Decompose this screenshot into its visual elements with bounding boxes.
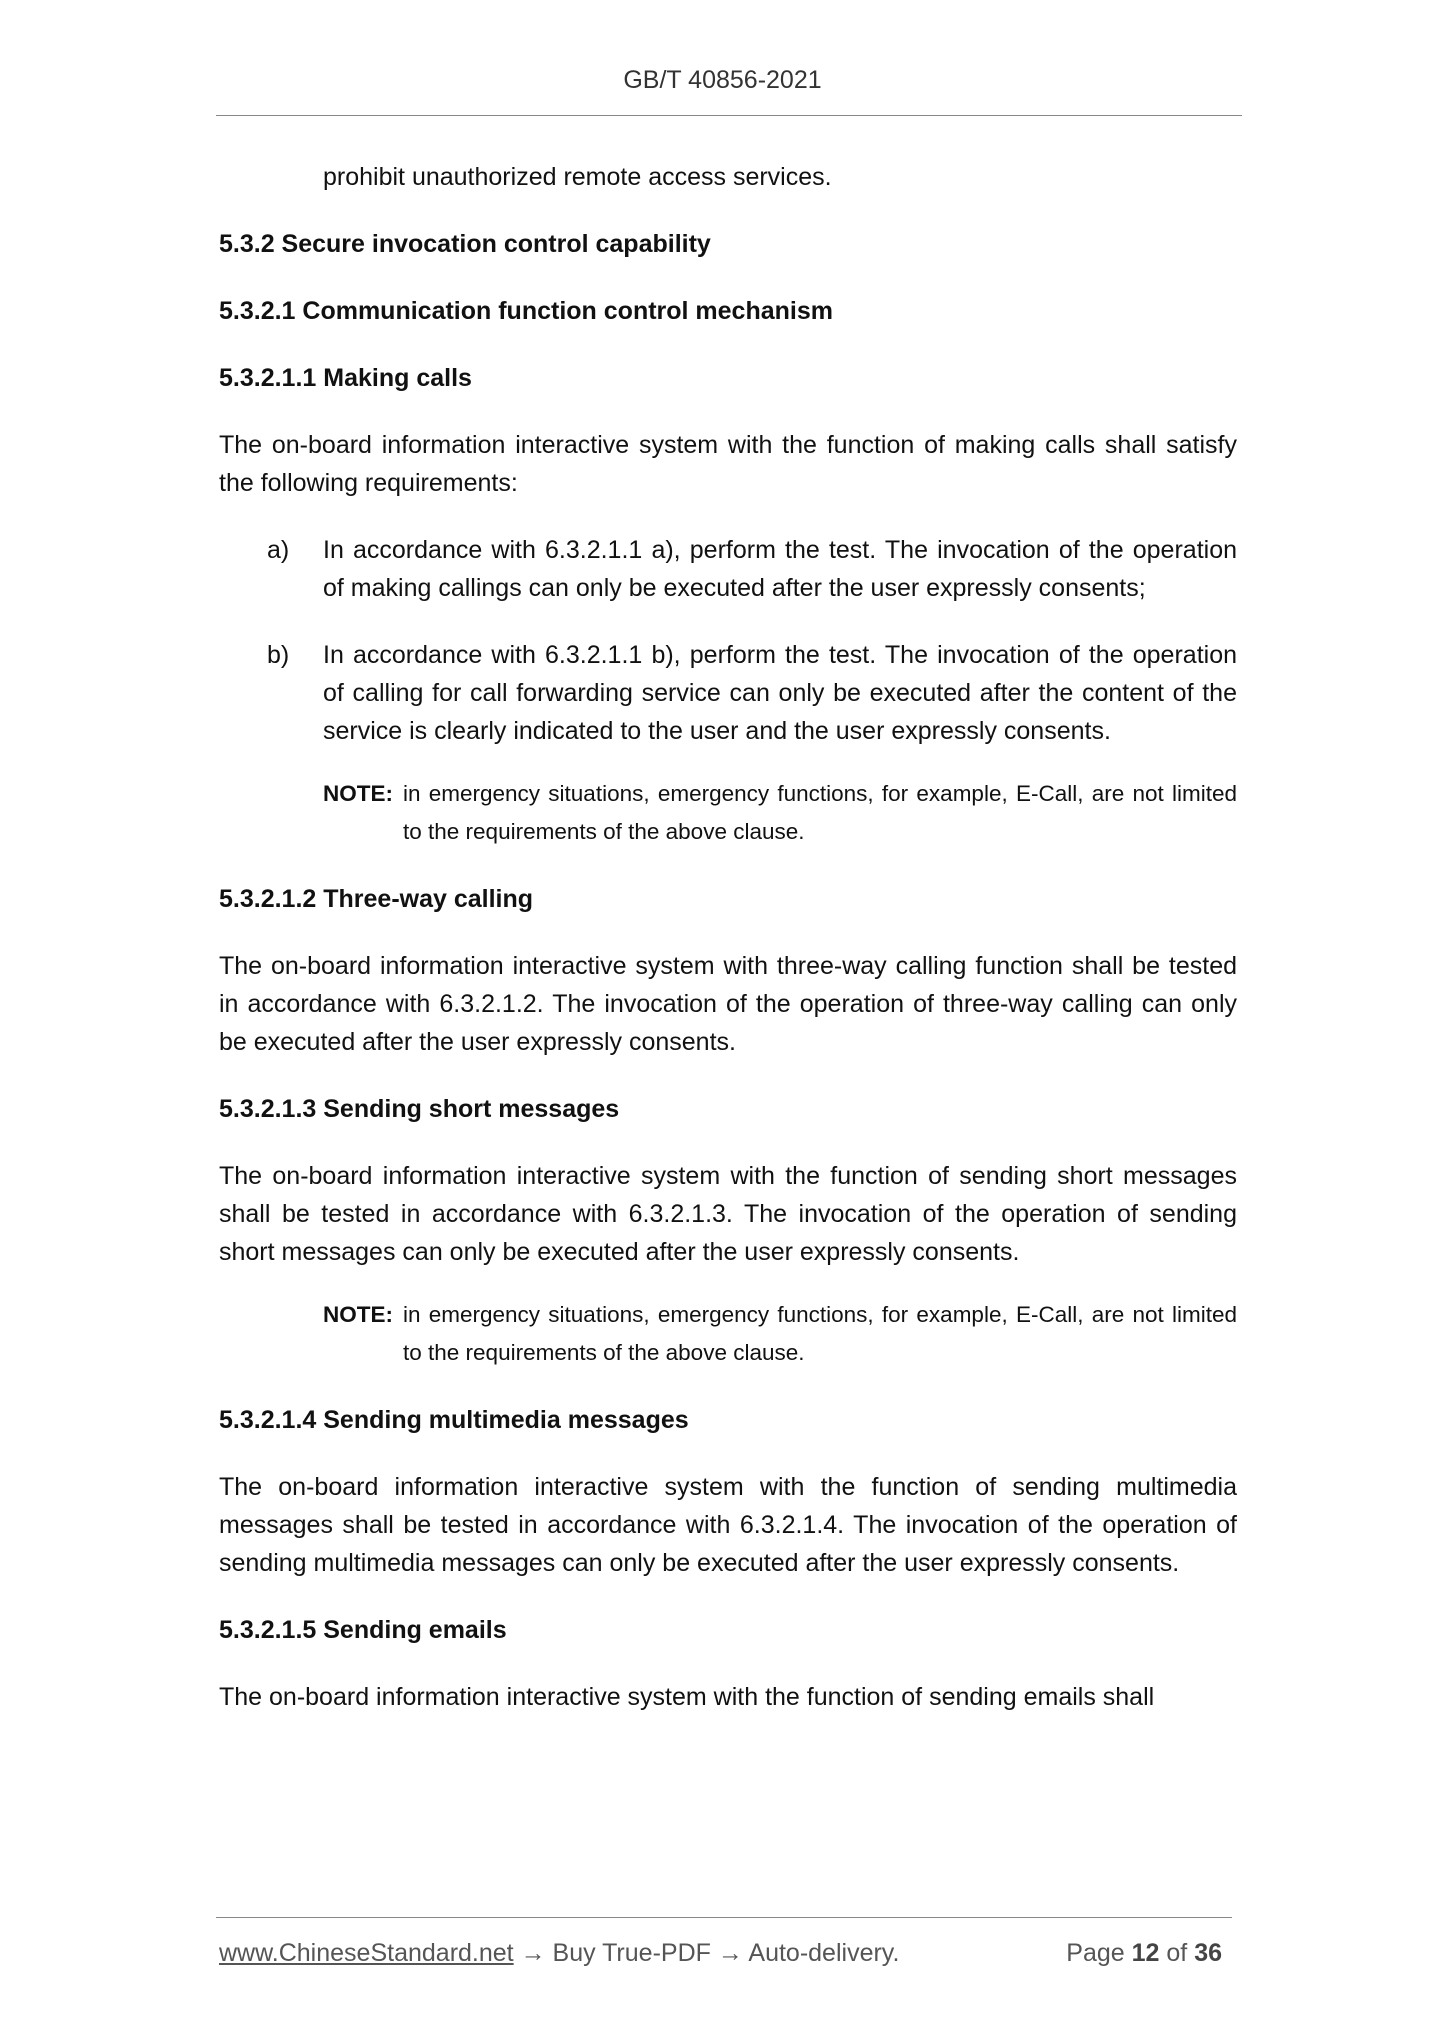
note-block	[323, 1296, 1237, 1372]
current-page-number: 12	[1131, 1939, 1160, 1967]
paragraph-multimedia-messages: The on-board information interactive system with the function of sending multimedia messages shall be tested in accordance with 6.3.2.1.4. The invocation of the operation of sending multimedia messages can only be executed after the user expressly consents.	[219, 1473, 1237, 1577]
list-item	[219, 636, 1237, 750]
page-number	[1066, 1933, 1222, 1973]
paragraph-making-calls: The on-board information interactive system with the function of making calls shall satisfy the following requirements:	[219, 431, 1237, 497]
paragraph-sending-emails: The on-board information interactive system with the function of sending emails shall	[219, 1683, 1155, 1711]
list-item-label: b)	[267, 641, 290, 669]
section-heading-5-3-2-1-4: 5.3.2.1.4 Sending multimedia messages	[219, 1406, 689, 1434]
note-text: in emergency situations, emergency functions, for example, E-Call, are not limited to the requirements of the above clause.	[403, 781, 1237, 844]
total-page-count: 36	[1194, 1939, 1222, 1967]
page-word: Page	[1066, 1939, 1125, 1967]
section-heading-5-3-2-1-3: 5.3.2.1.3 Sending short messages	[219, 1095, 620, 1123]
section-heading-5-3-2: 5.3.2 Secure invocation control capability	[219, 230, 711, 258]
of-word: of	[1166, 1939, 1188, 1967]
note-block	[323, 775, 1237, 851]
list-item-label: a)	[267, 536, 290, 564]
paragraph-short-messages: The on-board information interactive system with the function of sending short messages shall be tested in accordance with 6.3.2.1.3. The invocation of the operation of sending short messages can only be executed after the user expressly consents.	[219, 1162, 1237, 1266]
footer-divider	[216, 1917, 1232, 1918]
section-heading-5-3-2-1-1: 5.3.2.1.1 Making calls	[219, 364, 472, 392]
section-heading-5-3-2-1-5: 5.3.2.1.5 Sending emails	[219, 1616, 507, 1644]
list-item-text: In accordance with 6.3.2.1.1 a), perform the test. The invocation of the operation of making callings can only be executed after the user expressly consents;	[323, 536, 1237, 602]
note-label: NOTE:	[323, 781, 393, 806]
note-label: NOTE:	[323, 1302, 393, 1327]
website-link[interactable]: www.ChineseStandard.net	[219, 1939, 514, 1967]
list-item	[219, 531, 1237, 607]
section-heading-5-3-2-1: 5.3.2.1 Communication function control mechanism	[219, 297, 833, 325]
paragraph-three-way-calling: The on-board information interactive system with three-way calling function shall be tested in accordance with 6.3.2.1.2. The invocation of the operation of three-way calling can only be executed after the user expressly consents.	[219, 952, 1237, 1056]
continued-paragraph: prohibit unauthorized remote access services.	[323, 163, 832, 191]
section-heading-5-3-2-1-2: 5.3.2.1.2 Three-way calling	[219, 885, 534, 913]
list-item-text: In accordance with 6.3.2.1.1 b), perform the test. The invocation of the operation of calling for call forwarding service can only be executed after the content of the service is clearly indicated to the user and the user expressly consents.	[323, 641, 1237, 745]
document-code-header: GB/T 40856-2021	[623, 66, 822, 94]
page-content	[219, 158, 1237, 1745]
footer-promo	[219, 1933, 899, 1973]
header-divider	[216, 115, 1242, 116]
note-text: in emergency situations, emergency functions, for example, E-Call, are not limited to the requirements of the above clause.	[403, 1302, 1237, 1365]
footer-promo-text: → Buy True-PDF → Auto-delivery.	[513, 1939, 900, 1967]
